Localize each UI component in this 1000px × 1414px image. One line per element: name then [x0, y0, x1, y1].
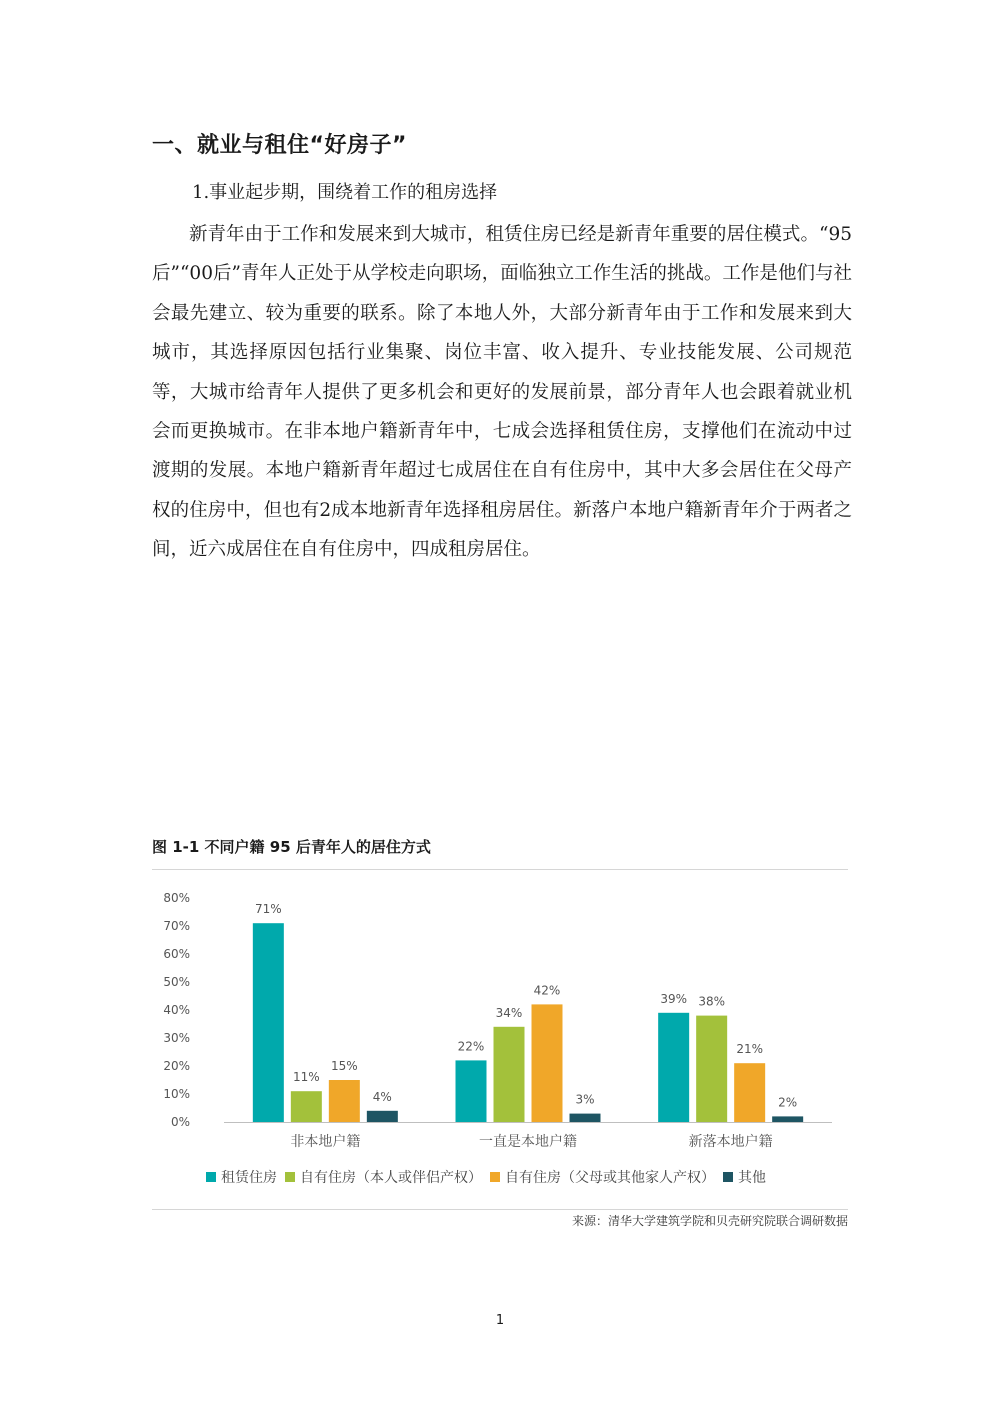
legend-label: 自有住房（父母或其他家人产权）	[505, 1170, 715, 1186]
legend-item	[206, 1167, 277, 1187]
bar-1-3	[570, 1114, 601, 1122]
legend-item	[723, 1167, 766, 1187]
y-tick-label: 20%	[163, 1059, 190, 1073]
subsection-heading: 1.事业起步期，围绕着工作的租房选择	[192, 182, 498, 203]
bar-0-1	[291, 1091, 322, 1122]
legend-item	[490, 1167, 715, 1187]
data-label: 34%	[495, 1005, 523, 1020]
category-label: 一直是本地户籍	[479, 1134, 577, 1150]
data-label: 15%	[330, 1059, 358, 1073]
bar-chart	[152, 880, 848, 1160]
data-label: 38%	[698, 994, 726, 1009]
figure-title: 图 1-1 不同户籍 95 后青年人的居住方式	[152, 838, 431, 856]
legend-swatch	[285, 1172, 295, 1182]
figure-top-rule	[152, 869, 848, 870]
bar-2-2	[734, 1063, 765, 1122]
data-label: 21%	[736, 1042, 764, 1057]
chart-legend	[206, 1167, 766, 1187]
legend-swatch	[490, 1172, 500, 1182]
y-tick-label: 40%	[163, 1003, 190, 1017]
body-paragraph: 新青年由于工作和发展来到大城市，租赁住房已经是新青年重要的居住模式。“95后”“00后”青年人正处于从学校走向职场，面临独立工作生活的挑战。工作是他们与社会最先建立、较为重要的联系。除了本地人外，大部分新青年由于工作和发展来到大城市，其选择原因包括行业集聚、岗位丰富、收入提升、专业技能发展、公司规范等，大城市给青年人提供了更多机会和更好的发展前景，部分青年人也会跟着就业机会而更换城市。在非本地户籍新青年中，七成会选择租赁住房，支撑他们在流动中过渡期的发展。本地户籍新青年超过七成居住在自有住房中，其中大多会居住在父母产权的住房中，但也有2成本地新青年选择租房居住。新落户本地户籍新青年介于两者之间，近六成居住在自有住房中，四成租房居住。	[152, 224, 852, 561]
y-tick-label: 80%	[163, 891, 190, 905]
bar-1-2	[532, 1004, 563, 1122]
legend-swatch	[206, 1172, 216, 1182]
category-label: 新落本地户籍	[688, 1134, 773, 1150]
data-label: 11%	[292, 1070, 320, 1085]
y-tick-label: 30%	[163, 1031, 190, 1045]
data-label: 71%	[254, 902, 282, 917]
section-heading: 一、就业与租住“好房子”	[152, 133, 407, 158]
legend-label: 其他	[738, 1170, 766, 1186]
bar-1-1	[494, 1027, 525, 1122]
data-label: 2%	[778, 1095, 798, 1110]
bar-0-3	[367, 1111, 398, 1122]
data-label: 4%	[372, 1089, 392, 1104]
bar-0-2	[329, 1080, 360, 1122]
legend-label: 租赁住房	[221, 1170, 277, 1186]
y-tick-label: 60%	[163, 947, 190, 961]
y-tick-label: 50%	[163, 975, 190, 989]
bar-0-0	[253, 923, 284, 1122]
bar-2-1	[696, 1016, 727, 1122]
page-number: 1	[495, 1313, 505, 1328]
data-label: 39%	[660, 991, 688, 1006]
category-label: 非本地户籍	[290, 1134, 361, 1150]
data-label: 3%	[575, 1092, 595, 1107]
legend-swatch	[723, 1172, 733, 1182]
y-tick-label: 10%	[163, 1087, 190, 1101]
bar-2-0	[658, 1013, 689, 1122]
y-tick-label: 0%	[170, 1115, 190, 1129]
y-tick-label: 70%	[163, 919, 190, 933]
legend-label: 自有住房（本人或伴侣产权）	[300, 1170, 482, 1186]
data-label: 22%	[457, 1039, 485, 1054]
figure-bottom-rule	[152, 1209, 848, 1210]
source-note: 来源：清华大学建筑学院和贝壳研究院联合调研数据	[571, 1214, 848, 1228]
data-label: 42%	[533, 983, 561, 998]
bar-2-3	[772, 1116, 803, 1122]
bar-1-0	[456, 1060, 487, 1122]
legend-item	[285, 1167, 482, 1187]
